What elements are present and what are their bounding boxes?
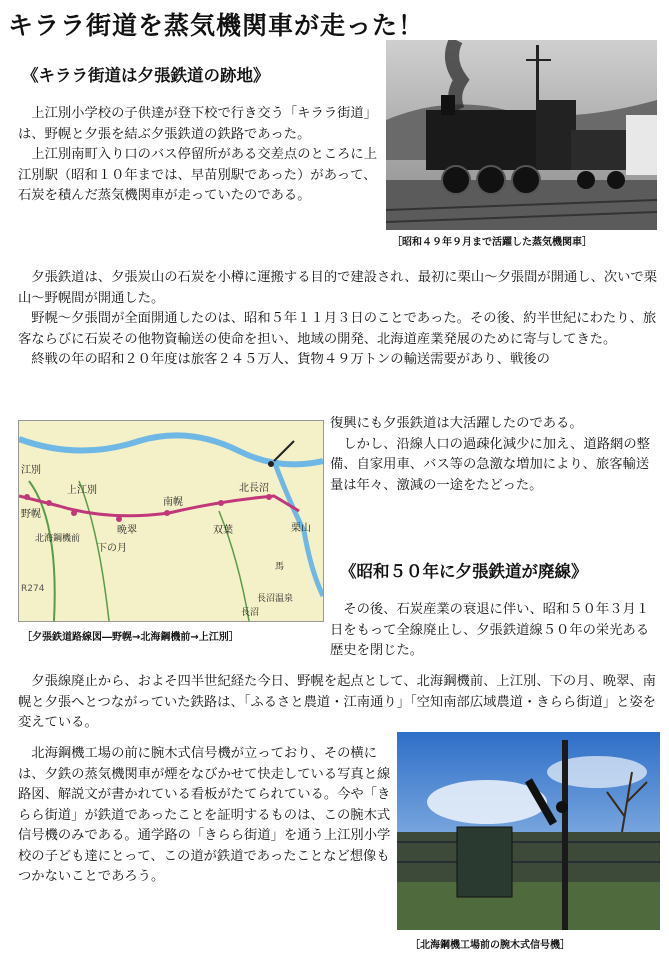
page-title: キララ街道を蒸気機関車が走った！	[8, 11, 425, 40]
section2-heading: 《昭和５０年に夕張鉄道が廃線》	[340, 562, 588, 581]
paragraph: 夕張線廃止から、およそ四半世紀経た今日、野幌を起点として、北海鋼機前、上江別、下の月、晩翠、南幌と夕張へとつながっていた鉄路は、「ふるさと農道・江南通り」「空知南部広域農道・きらら街道」と姿を変えている。	[18, 674, 656, 730]
section2-right-text	[330, 600, 660, 662]
railway-route-map	[18, 420, 324, 622]
paragraph: その後、石炭産業の衰退に伴い、昭和５０年３月１日をもって全線廃止し、夕張鉄道線５０年の栄光ある歴史を閉じた。	[330, 602, 650, 658]
svg-text:長沼温泉: 長沼温泉	[257, 594, 294, 604]
svg-text:R274: R274	[21, 584, 45, 594]
section1-right-text	[330, 414, 660, 496]
section1-full-text	[18, 268, 658, 371]
paragraph: 北海鋼機工場の前に腕木式信号機が立っており、その横には、夕鉄の蒸気機関車が煙をなびかせて快走している写真と線路図、解説文が書かれている看板がたてられている。今や「きらら街道」が鉄道であったことを証明するものは、この腕木式信号機のみである。通学路の「きらら街道」を通う上江別小学校の子ども達にとって、この道が鉄道であったことなど想像もつかないことであろう。	[18, 746, 391, 884]
paragraph: しかし、沿線人口の過疎化減少に加え、道路網の整備、自家用車、バス等の急激な増加により、旅客輸送量は年々、激減の一途をたどった。	[330, 436, 650, 493]
map-caption: ［夕張鉄道路線図―野幌→北海鋼機前→上江別］	[22, 632, 239, 643]
paragraph: 上江別南町入り口のバス停留所がある交差点のところに上江別駅（昭和１０年までは、早苗別駅であった）があって、石炭を積んだ蒸気機関車が走っていたのである。	[18, 147, 378, 203]
svg-text:上江別: 上江別	[67, 485, 97, 496]
section2-left-text	[18, 744, 392, 888]
semaphore-signal-photo	[397, 732, 660, 930]
section2-full-text	[18, 672, 658, 734]
train-photo-caption: ［昭和４９年９月まで活躍した蒸気機関車］	[392, 237, 592, 248]
svg-text:北長沼: 北長沼	[239, 483, 269, 494]
section1-heading: 《キララ街道は夕張鉄道の跡地》	[22, 66, 270, 85]
signal-photo-caption: ［北海鋼機工場前の腕木式信号機］	[410, 940, 570, 951]
svg-text:下の月: 下の月	[97, 543, 127, 554]
svg-text:南幌: 南幌	[163, 497, 183, 508]
paragraph: 上江別小学校の子供達が登下校で行き交う「キララ街道」は、野幌と夕張を結ぶ夕張鉄道の鉄路であった。	[18, 106, 378, 142]
svg-text:北海鋼機前: 北海鋼機前	[35, 534, 81, 544]
paragraph: 野幌～夕張間が全面開通したのは、昭和５年１１月３日のことであった。その後、約半世紀にわたり、旅客ならびに石炭その他物資輸送の使命を担い、地域の開発、北海道産業発展のために寄与してきた。	[18, 311, 657, 347]
svg-text:野幌: 野幌	[21, 509, 41, 520]
paragraph: 復興にも夕張鉄道は大活躍したのである。	[330, 416, 583, 431]
svg-text:栗山: 栗山	[291, 523, 311, 534]
svg-text:双葉: 双葉	[213, 525, 233, 536]
svg-text:江別: 江別	[21, 465, 41, 476]
steam-locomotive-photo	[386, 40, 657, 230]
svg-text:晩翠: 晩翠	[117, 525, 137, 536]
section1-top-text	[18, 104, 382, 207]
svg-text:馬: 馬	[275, 562, 285, 572]
svg-text:長沼: 長沼	[241, 608, 260, 618]
paragraph: 終戦の年の昭和２０年度は旅客２４５万人、貨物４９万トンの輸送需要があり、戦後の	[31, 352, 550, 367]
paragraph: 夕張鉄道は、夕張炭山の石炭を小樽に運搬する目的で建設され、最初に栗山～夕張間が開通し、次いで栗山～野幌間が開通した。	[18, 270, 658, 306]
